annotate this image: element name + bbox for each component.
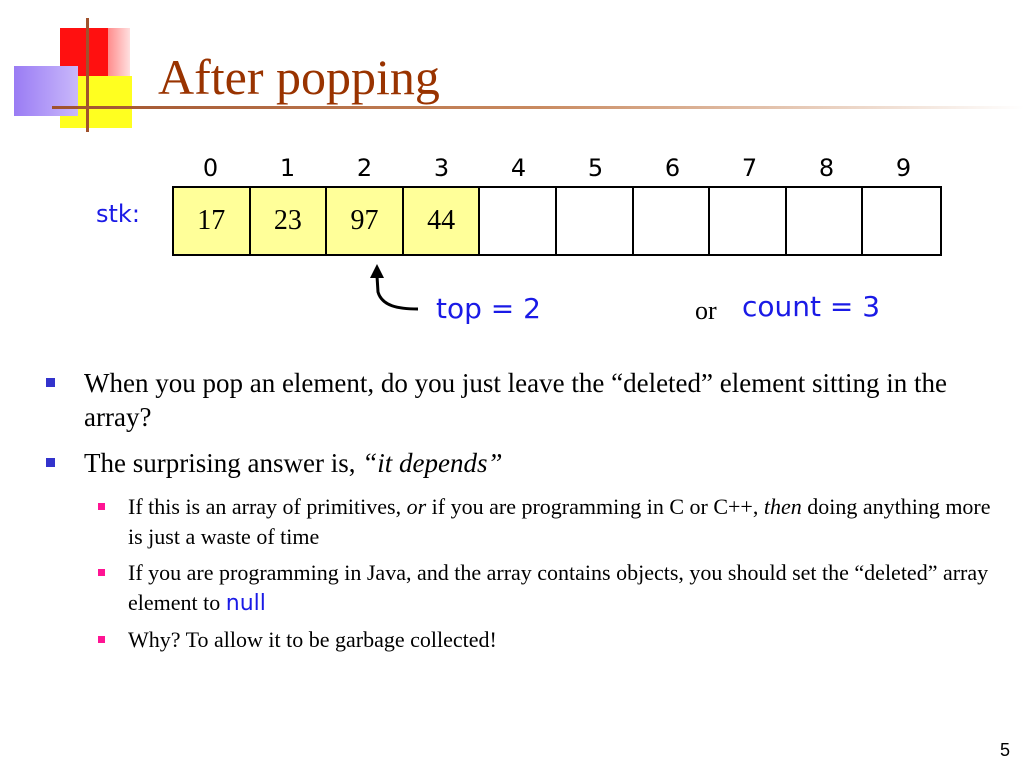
sub-bullet-text: Why? To allow it to be garbage collected! <box>128 627 497 652</box>
top-label: top = 2 <box>436 292 541 325</box>
sub-bullet-text: If this is an array of primitives, <box>128 494 407 519</box>
array-label: stk: <box>96 200 140 228</box>
array-indices <box>172 154 952 184</box>
sub-bullet-item <box>46 492 996 552</box>
index-label: 8 <box>818 154 835 182</box>
slide-title: After popping <box>158 49 440 105</box>
index-label: 7 <box>741 154 758 182</box>
emphasis-or: or <box>406 494 427 519</box>
bullet-square-icon <box>98 636 105 643</box>
array-cell: 23 <box>251 188 328 254</box>
index-label: 1 <box>279 154 296 182</box>
array-cell <box>557 188 634 254</box>
count-label: count = 3 <box>742 290 881 323</box>
bullet-emphasis: “it depends” <box>362 448 503 478</box>
index-label: 6 <box>664 154 681 182</box>
sub-bullet-text: if you are programming in C or C++, <box>426 494 764 519</box>
emphasis-then: then <box>763 494 802 519</box>
array-cell <box>710 188 787 254</box>
index-label: 2 <box>356 154 373 182</box>
array-cell <box>863 188 940 254</box>
bullet-square-icon <box>98 503 105 510</box>
null-code: null <box>225 591 266 616</box>
array-cell <box>787 188 864 254</box>
sub-bullet-text: doing anything more is just a waste of time <box>128 494 991 549</box>
array-cell <box>480 188 557 254</box>
array-cell: 97 <box>327 188 404 254</box>
array-cell: 44 <box>404 188 481 254</box>
sub-bullet-text: If you are programming in Java, and the array contains objects, you should set the “deleted” array element to <box>128 560 989 615</box>
bullet-list <box>46 366 996 661</box>
or-label: or <box>695 296 717 325</box>
bullet-text: When you pop an element, do you just leave the “deleted” element sitting in the array? <box>84 368 947 432</box>
sub-bullet-item <box>46 558 996 619</box>
array-cell: 17 <box>174 188 251 254</box>
sub-bullet-item <box>46 625 996 655</box>
index-label: 4 <box>510 154 527 182</box>
bullet-item <box>46 446 996 480</box>
decor-pink-block <box>108 28 130 76</box>
page-number: 5 <box>999 740 1010 760</box>
bullet-text: The surprising answer is, <box>84 448 363 478</box>
index-label: 0 <box>202 154 219 182</box>
stack-array <box>172 186 942 256</box>
bullet-square-icon <box>46 378 55 387</box>
bullet-item <box>46 366 996 434</box>
decor-vertical-line <box>86 18 89 132</box>
array-cell <box>634 188 711 254</box>
bullet-square-icon <box>46 458 55 467</box>
index-label: 5 <box>587 154 604 182</box>
index-label: 3 <box>433 154 450 182</box>
index-label: 9 <box>895 154 912 182</box>
bullet-square-icon <box>98 569 105 576</box>
title-underline <box>52 106 1024 109</box>
top-pointer-arrow-icon <box>360 262 430 318</box>
